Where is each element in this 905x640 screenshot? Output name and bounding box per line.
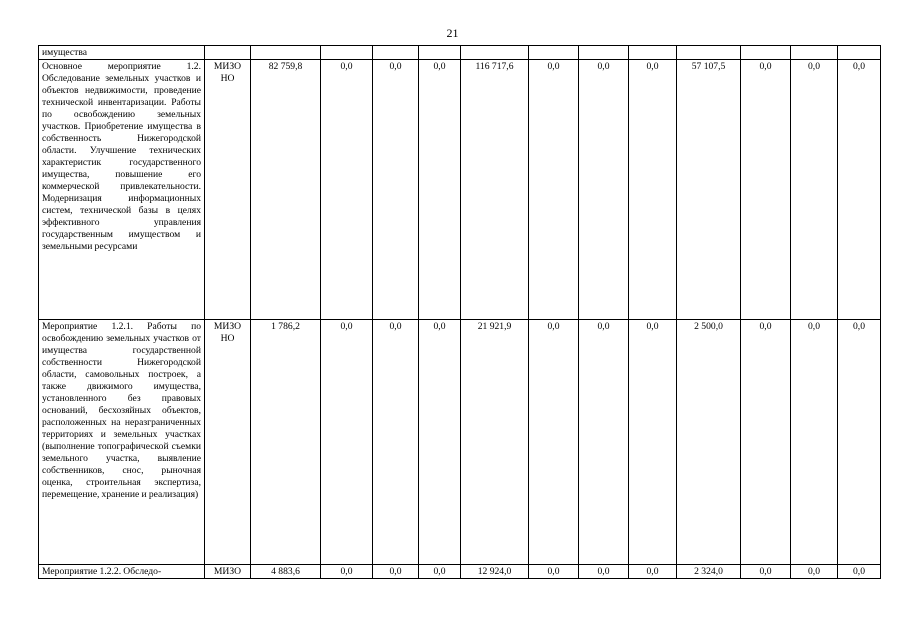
row-organization: МИЗО [205,565,251,579]
value-cell: 4 883,6 [251,565,321,579]
value-cell: 0,0 [741,60,791,320]
value-cell: 0,0 [529,320,579,565]
row-organization: МИЗО НО [205,320,251,565]
value-cell: 1 786,2 [251,320,321,565]
value-cell: 0,0 [321,320,373,565]
value-cell: 0,0 [629,565,677,579]
value-cell: 0,0 [419,320,461,565]
value-cell: 0,0 [629,320,677,565]
table-row [39,46,881,60]
value-cell: 0,0 [791,60,838,320]
table-row [39,320,881,565]
page-number: 21 [446,26,459,40]
value-cell: 82 759,8 [251,60,321,320]
value-cell: 0,0 [529,565,579,579]
value-cell: 0,0 [579,565,629,579]
value-cell: 0,0 [741,320,791,565]
value-cell: 2 324,0 [677,565,741,579]
row-description: Основное мероприятие 1.2. Обследование земельных участков и объектов недвижимости, проведение технической инвентаризации. Работы по освобождению земельных участков. Приобретение имущества в собственность Нижегородской области. Улучшение технических характеристик государственного имущества, повышение его коммерческой привлекательности. Модернизация информационных систем, технической базы в целях эффективного управления государственным имуществом и земельными ресурсами [39,60,205,320]
value-cell: 0,0 [579,60,629,320]
value-cell: 0,0 [419,60,461,320]
value-cell: 0,0 [838,60,881,320]
funding-table [38,45,881,579]
row-description: Мероприятие 1.2.1. Работы по освобождению земельных участков от имущества государственной собственности Нижегородской области, самовольных построек, а также движимого имущества, установленного без правовых оснований, бесхозяйных объектов, расположенных на неразграниченных территориях и земельных участках (выполнение топографической съемки земельного участка, выявление собственников, снос, рыночная оценка, строительная экспертиза, перемещение, хранение и реализация) [39,320,205,565]
value-cell: 0,0 [791,565,838,579]
value-cell: 0,0 [373,60,419,320]
value-cell: 0,0 [838,565,881,579]
value-cell: 0,0 [529,60,579,320]
table-row [39,60,881,320]
value-cell: 0,0 [741,565,791,579]
value-cell: 2 500,0 [677,320,741,565]
value-cell: 0,0 [838,320,881,565]
table-row [39,565,881,579]
row-description: Мероприятие 1.2.2. Обследо- [39,565,205,579]
value-cell: 21 921,9 [461,320,529,565]
value-cell: 0,0 [373,320,419,565]
value-cell: 116 717,6 [461,60,529,320]
value-cell: 0,0 [321,60,373,320]
value-cell: 0,0 [579,320,629,565]
value-cell: 0,0 [629,60,677,320]
value-cell: 0,0 [373,565,419,579]
value-cell: 0,0 [321,565,373,579]
value-cell: 0,0 [419,565,461,579]
value-cell: 12 924,0 [461,565,529,579]
row-organization: МИЗО НО [205,60,251,320]
value-cell: 57 107,5 [677,60,741,320]
row-description: имущества [39,46,205,60]
value-cell: 0,0 [791,320,838,565]
